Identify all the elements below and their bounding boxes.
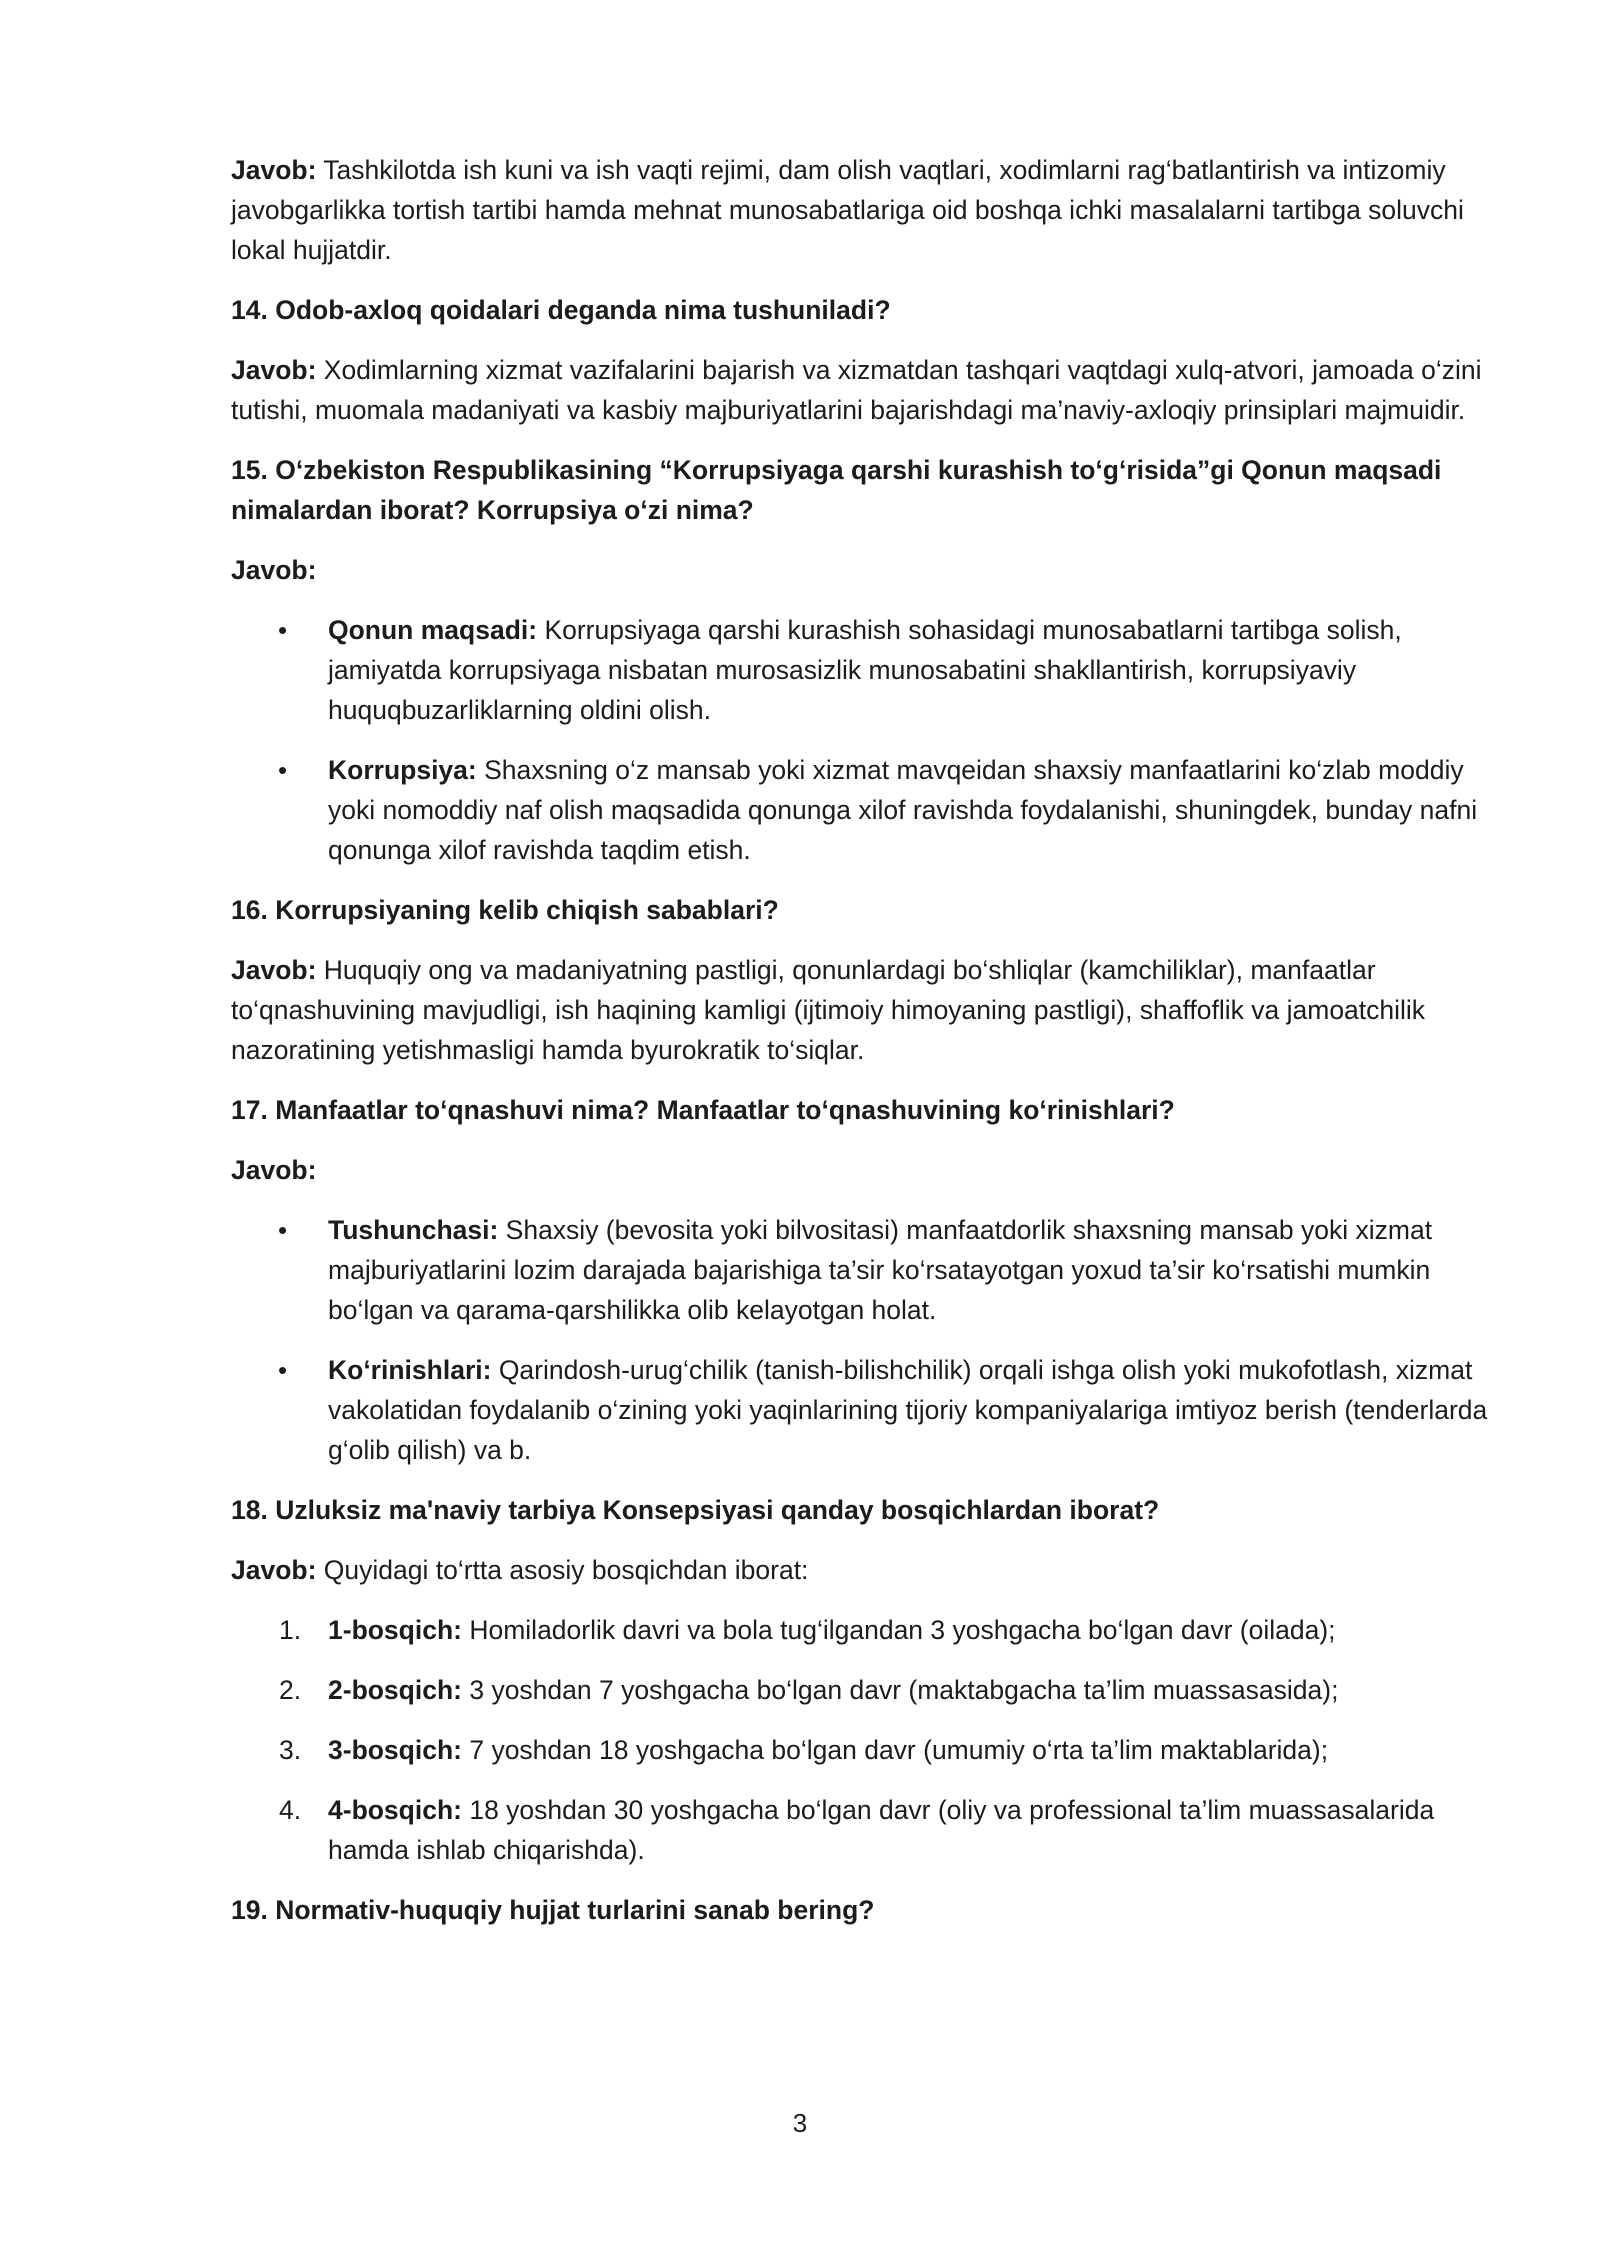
answer-label: Javob: [231, 555, 317, 585]
document-body [231, 150, 1491, 1950]
list-item [231, 1210, 1491, 1330]
item-text: Homiladorlik davri va bola tug‘ilgandan 3 yoshgacha bo‘lgan davr (oilada); [461, 1615, 1336, 1645]
answer-text: Tashkilotda ish kuni va ish vaqti rejimi, dam olish vaqtlari, xodimlarni rag‘batlantirish va intizomiy javobgarlikka tortish tartibi hamda mehnat munosabatlariga oid boshqa ichki masalalarni tartibga soluvchi lokal hujjatdir. [231, 155, 1464, 265]
list-item [231, 1730, 1491, 1770]
question-15: 15. O‘zbekiston Respublikasining “Korrupsiyaga qarshi kurashish to‘g‘risida”gi Qonun maqsadi nimalardan iborat? Korrupsiya o‘zi nima? [231, 455, 1442, 525]
item-text: Korrupsiyaga qarshi kurashish sohasidagi munosabatlarni tartibga solish, jamiyatda korrupsiyaga nisbatan murosasizlik munosabatini shakllantirish, korrupsiyaviy huquqbuzarliklarning oldini olish. [328, 615, 1402, 725]
item-text: 7 yoshdan 18 yoshgacha bo‘lgan davr (umumiy o‘rta ta’lim maktablarida); [461, 1735, 1329, 1765]
item-number: 3. [279, 1735, 302, 1765]
item-term: Ko‘rinishlari: [328, 1355, 492, 1385]
item-text: 3 yoshdan 7 yoshgacha bo‘lgan davr (maktabgacha ta’lim muassasasida); [461, 1675, 1339, 1705]
answer-label: Javob: [231, 955, 317, 985]
item-text: 18 yoshdan 30 yoshgacha bo‘lgan davr (oliy va professional ta’lim muassasalarida hamda ishlab chiqarishda). [328, 1795, 1435, 1865]
answer-16 [231, 950, 1491, 1070]
item-text: Shaxsiy (bevosita yoki bilvositasi) manfaatdorlik shaxsning mansab yoki xizmat majburiyatlarini lozim darajada bajarishiga ta’sir ko‘rsatayotgan yoxud ta’sir ko‘rsatishi mumkin bo‘lgan va qarama-qarshilikka olib kelayotgan holat. [328, 1215, 1433, 1325]
bullet-marker: • [278, 755, 288, 785]
question-19: 19. Normativ-huquqiy hujjat turlarini sanab bering? [231, 1895, 875, 1925]
answer-15-bullet-list [231, 610, 1491, 870]
answer-18-numbered-list [231, 1610, 1491, 1870]
question-18: 18. Uzluksiz ma'naviy tarbiya Konsepsiyasi qanday bosqichlardan iborat? [231, 1495, 1160, 1525]
answer-text: Xodimlarning xizmat vazifalarini bajarish va xizmatdan tashqari vaqtdagi xulq-atvori, jamoada o‘zini tutishi, muomala madaniyati va kasbiy majburiyatlarini bajarishdagi ma’naviy-axloqiy prinsiplari majmuidir. [231, 355, 1482, 425]
item-number: 4. [279, 1795, 302, 1825]
question-17: 17. Manfaatlar to‘qnashuvi nima? Manfaatlar to‘qnashuvining ko‘rinishlari? [231, 1095, 1175, 1125]
bullet-marker: • [278, 615, 288, 645]
bullet-marker: • [278, 1215, 288, 1245]
answer-14 [231, 350, 1491, 430]
item-term: 4-bosqich: [328, 1795, 462, 1825]
item-term: 2-bosqich: [328, 1675, 462, 1705]
list-item [231, 610, 1491, 730]
list-item [231, 1790, 1491, 1870]
item-number: 1. [279, 1615, 302, 1645]
answer-17-bullet-list [231, 1210, 1491, 1470]
answer-18 [231, 1550, 1491, 1590]
list-item [231, 750, 1491, 870]
answer-label: Javob: [231, 155, 317, 185]
item-term: 1-bosqich: [328, 1615, 462, 1645]
list-item [231, 1350, 1491, 1470]
answer-13 [231, 150, 1491, 270]
list-item [231, 1610, 1491, 1650]
item-term: Korrupsiya: [328, 755, 477, 785]
answer-17-label [231, 1150, 1491, 1190]
item-term: 3-bosqich: [328, 1735, 462, 1765]
item-number: 2. [279, 1675, 302, 1705]
item-text: Qarindosh-urug‘chilik (tanish-bilishchilik) orqali ishga olish yoki mukofotlash, xizmat vakolatidan foydalanib o‘zining yoki yaqinlarining tijoriy kompaniyalariga imtiyoz berish (tenderlarda g‘olib qilish) va b. [328, 1355, 1488, 1465]
answer-label: Javob: [231, 355, 317, 385]
list-item [231, 1670, 1491, 1710]
item-term: Tushunchasi: [328, 1215, 499, 1245]
question-16: 16. Korrupsiyaning kelib chiqish sabablari? [231, 895, 779, 925]
answer-label: Javob: [231, 1555, 317, 1585]
answer-text: Huquqiy ong va madaniyatning pastligi, qonunlardagi bo‘shliqlar (kamchiliklar), manfaatlar to‘qnashuvining mavjudligi, ish haqining kamligi (ijtimoiy himoyaning pastligi), shaffoflik va jamoatchilik nazoratining yetishmasligi hamda byurokratik to‘siqlar. [231, 955, 1426, 1065]
answer-text: Quyidagi to‘rtta asosiy bosqichdan iborat: [316, 1555, 809, 1585]
answer-label: Javob: [231, 1155, 317, 1185]
item-term: Qonun maqsadi: [328, 615, 538, 645]
item-text: Shaxsning o‘z mansab yoki xizmat mavqeidan shaxsiy manfaatlarini ko‘zlab moddiy yoki nomoddiy naf olish maqsadida qonunga xilof ravishda foydalanishi, shuningdek, bunday nafni qonunga xilof ravishda taqdim etish. [328, 755, 1478, 865]
answer-15-label [231, 550, 1491, 590]
question-14: 14. Odob-axloq qoidalari deganda nima tushuniladi? [231, 295, 891, 325]
bullet-marker: • [278, 1355, 288, 1385]
page-number: 3 [792, 2108, 808, 2138]
